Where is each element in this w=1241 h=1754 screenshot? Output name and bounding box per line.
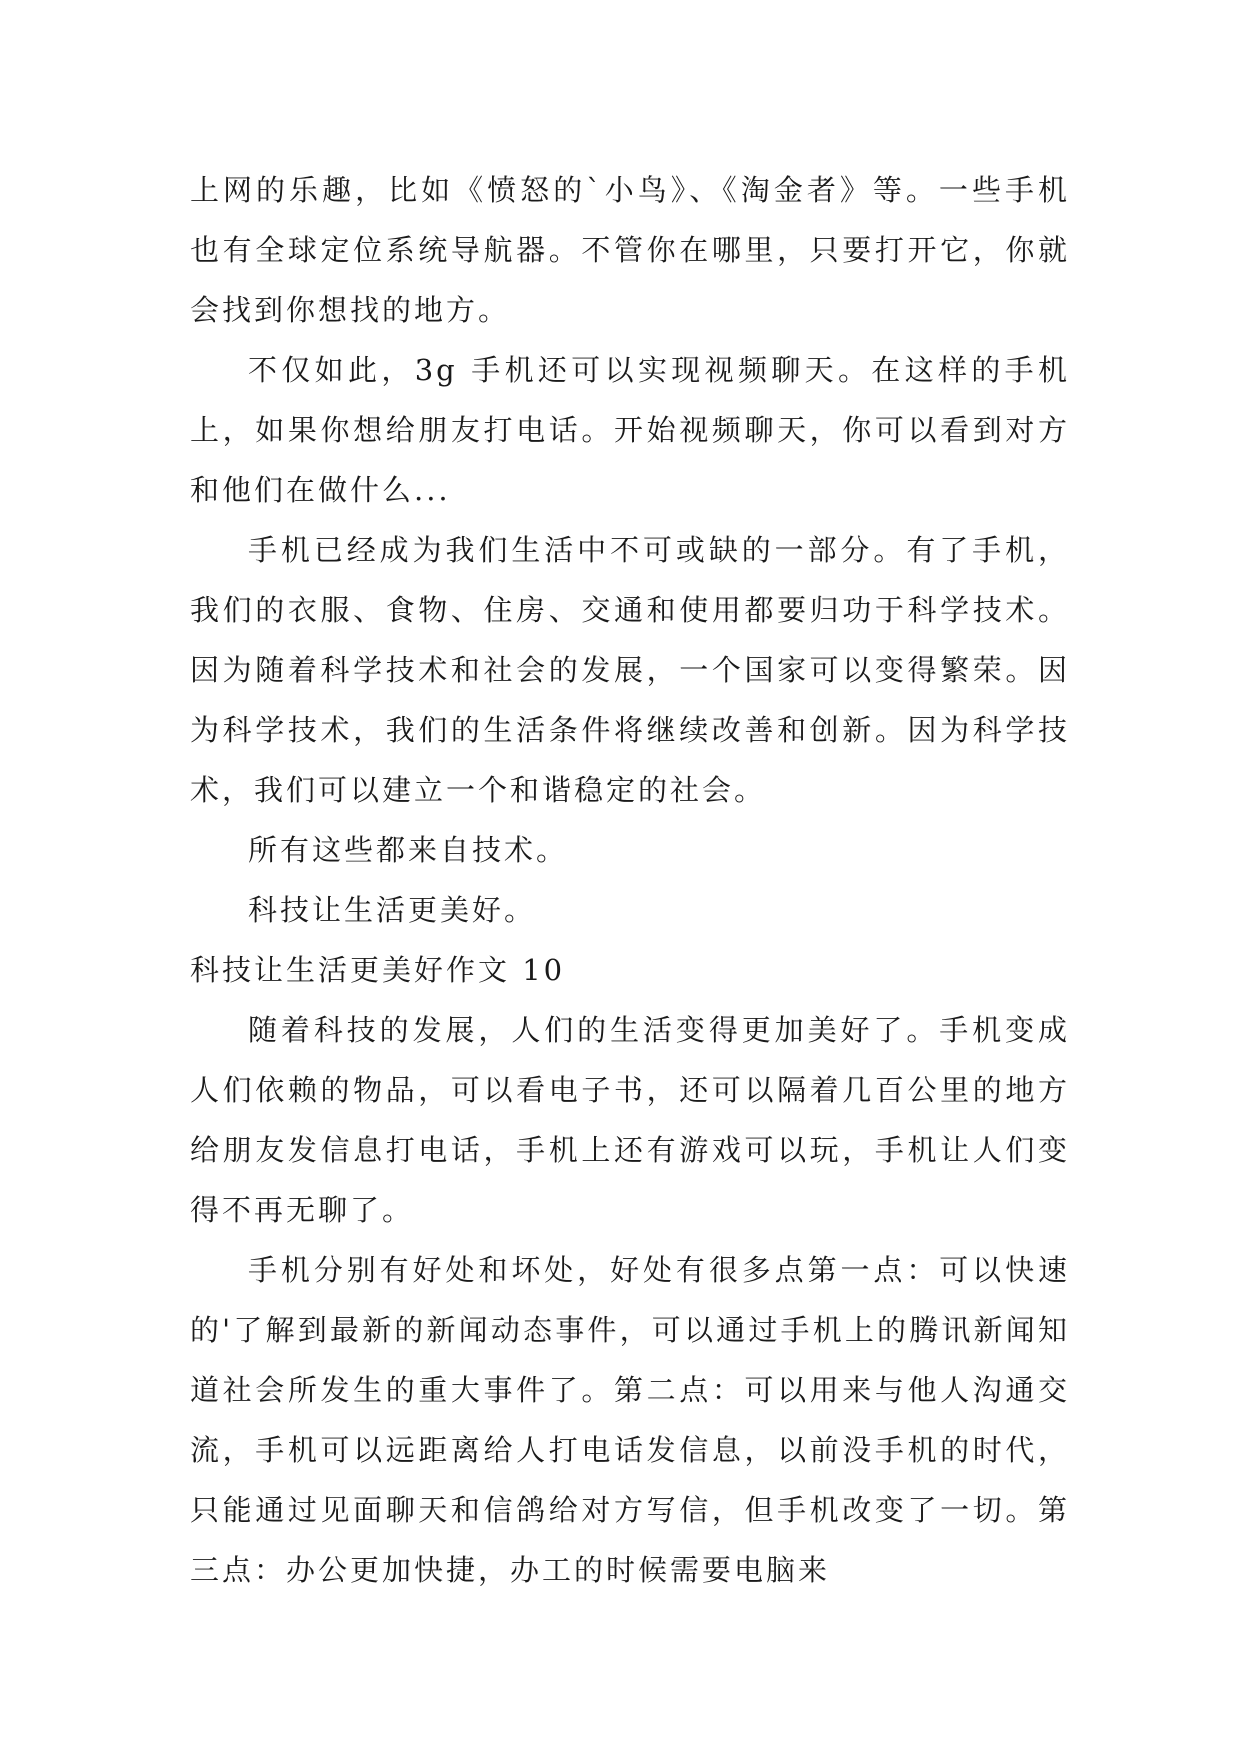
document-page bbox=[190, 160, 1070, 1600]
paragraph: 不仅如此，3g 手机还可以实现视频聊天。在这样的手机上，如果你想给朋友打电话。开始视频聊天，你可以看到对方和他们在做什么... bbox=[190, 353, 1070, 507]
paragraph: 科技让生活更美好。 bbox=[248, 893, 537, 927]
section-title: 科技让生活更美好作文 10 bbox=[190, 953, 566, 987]
paragraph: 手机已经成为我们生活中不可或缺的一部分。有了手机，我们的衣服、食物、住房、交通和使用都要归功于科学技术。因为随着科学技术和社会的发展，一个国家可以变得繁荣。因为科学技术，我们的生活条件将继续改善和创新。因为科学技术，我们可以建立一个和谐稳定的社会。 bbox=[190, 533, 1070, 807]
paragraph: 随着科技的发展，人们的生活变得更加美好了。手机变成人们依赖的物品，可以看电子书，还可以隔着几百公里的地方给朋友发信息打电话，手机上还有游戏可以玩，手机让人们变得不再无聊了。 bbox=[190, 1013, 1070, 1227]
paragraph: 所有这些都来自技术。 bbox=[248, 833, 569, 867]
paragraph-continued: 上网的乐趣，比如《愤怒的`小鸟》、《淘金者》等。一些手机也有全球定位系统导航器。不管你在哪里，只要打开它，你就会找到你想找的地方。 bbox=[190, 173, 1070, 327]
paragraph: 手机分别有好处和坏处，好处有很多点第一点：可以快速的'了解到最新的新闻动态事件，可以通过手机上的腾讯新闻知道社会所发生的重大事件了。第二点：可以用来与他人沟通交流，手机可以远距离给人打电话发信息，以前没手机的时代，只能通过见面聊天和信鸽给对方写信，但手机改变了一切。第三点：办公更加快捷，办工的时候需要电脑来 bbox=[190, 1253, 1070, 1587]
